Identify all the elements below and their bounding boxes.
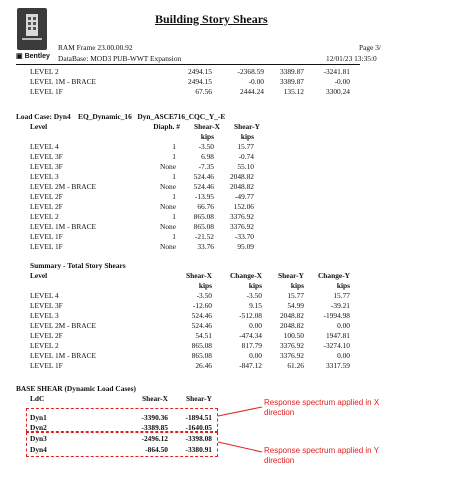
table-row-level: LEVEL 2F (30, 202, 63, 211)
table-row-diaph: 1 (172, 152, 176, 161)
page-number: Page 3/ (359, 43, 381, 52)
table-row-diaph: None (159, 242, 176, 251)
summary-row-level: LEVEL 1M - BRACE (30, 351, 97, 360)
table-row-diaph: None (159, 162, 176, 171)
table-row-shear-x: 6.98 (201, 152, 214, 161)
unit-label: kips (336, 281, 350, 290)
bentley-brand-text: Bentley (24, 53, 50, 60)
summary-row-shear-y: 61.26 (287, 361, 304, 370)
summary-row-change-y: 15.77 (333, 291, 350, 300)
column-header-ldc: LdC (30, 394, 45, 403)
base-row-shear-x: -3390.36 (141, 413, 168, 422)
base-row-ldc: Dyn3 (30, 434, 47, 443)
table-cell: -3241.81 (323, 67, 350, 76)
summary-row-level: LEVEL 2F (30, 331, 63, 340)
table-row-diaph: None (159, 202, 176, 211)
load-case-type: EQ_Dynamic_16 (78, 112, 132, 121)
summary-row-change-y: -3274.10 (323, 341, 350, 350)
summary-row-change-x: -3.50 (246, 291, 262, 300)
report-datetime: 12/01/23 13:35:0 (326, 54, 377, 63)
program-version: RAM Frame 23.00.00.92 (58, 43, 133, 52)
table-row-shear-y: -0.74 (238, 152, 254, 161)
summary-row-change-x: 817.79 (241, 341, 262, 350)
column-header-shear-x: Shear-X (193, 122, 220, 131)
table-cell: 67.56 (195, 87, 212, 96)
summary-row-level: LEVEL 2M - BRACE (30, 321, 97, 330)
table-row-shear-x: 524.46 (193, 182, 214, 191)
table-row-shear-y: 2048.82 (229, 172, 254, 181)
table-row-diaph: 1 (172, 172, 176, 181)
table-row-label: LEVEL 2 (30, 67, 59, 76)
load-case-label: Load Case: (16, 112, 52, 121)
summary-row-shear-x: 524.46 (191, 311, 212, 320)
table-row-level: LEVEL 2 (30, 212, 59, 221)
summary-row-shear-x: -12.60 (192, 301, 212, 310)
table-row-level: LEVEL 3F (30, 162, 63, 171)
table-cell: 135.12 (283, 87, 304, 96)
table-row-shear-y: 3376.92 (229, 212, 254, 221)
unit-label: kips (240, 132, 254, 141)
column-header-diaph: Diaph. # (153, 122, 180, 131)
table-row-shear-x: 865.08 (193, 212, 214, 221)
table-row-level: LEVEL 4 (30, 142, 59, 151)
database-name: DataBase: MOD3 PUB-WWT Expansion (58, 54, 182, 63)
table-cell: 3389.87 (279, 77, 304, 86)
summary-row-level: LEVEL 1F (30, 361, 63, 370)
table-row-level: LEVEL 3F (30, 152, 63, 161)
table-cell: 3389.87 (279, 67, 304, 76)
base-row-shear-y: -1640.05 (185, 423, 212, 432)
summary-row-shear-y: 54.99 (287, 301, 304, 310)
summary-row-shear-y: 3376.92 (279, 341, 304, 350)
load-case-name: Dyn4 (53, 112, 71, 121)
summary-row-shear-x: 865.08 (191, 341, 212, 350)
x-note-line-2: direction (264, 407, 295, 417)
table-cell: 2444.24 (239, 87, 264, 96)
y-leader-line (218, 442, 262, 452)
load-case-id: Dyn_ASCE716_CQC_Y_-E (137, 112, 226, 121)
table-row-diaph: 1 (172, 192, 176, 201)
y-note-line-2: direction (264, 455, 295, 465)
summary-row-level: LEVEL 2 (30, 341, 59, 350)
column-header-change-x: Change-X (229, 271, 262, 280)
table-row-level: LEVEL 2F (30, 192, 63, 201)
base-shear-title: BASE SHEAR (Dynamic Load Cases) (16, 384, 136, 393)
column-header-shear-y: Shear-Y (277, 271, 304, 280)
unit-label: kips (198, 281, 212, 290)
table-row-level: LEVEL 1F (30, 232, 63, 241)
y-note-line-1: Response spectrum applied in Y (264, 446, 380, 455)
summary-row-change-y: -1994.98 (323, 311, 350, 320)
column-header-shear-x: Shear-X (185, 271, 212, 280)
summary-row-level: LEVEL 3 (30, 311, 59, 320)
table-cell: 2494.15 (187, 77, 212, 86)
table-cell: -2368.59 (237, 67, 264, 76)
table-row-shear-x: -7.35 (198, 162, 214, 171)
base-row-shear-x: -3389.85 (141, 423, 168, 432)
table-row-level: LEVEL 2M - BRACE (30, 182, 97, 191)
x-leader-line (218, 407, 262, 416)
summary-row-level: LEVEL 3F (30, 301, 63, 310)
column-header-level: Level (30, 122, 48, 131)
summary-row-change-x: -512.08 (239, 311, 262, 320)
base-row-shear-y: -3380.91 (185, 445, 212, 454)
summary-row-change-x: -474.34 (239, 331, 262, 340)
column-header-shear-y: Shear-Y (185, 394, 212, 403)
table-cell: 3300.24 (325, 87, 350, 96)
table-row-level: LEVEL 3 (30, 172, 59, 181)
table-row-shear-y: 95.09 (237, 242, 254, 251)
summary-row-shear-y: 15.77 (287, 291, 304, 300)
unit-label: kips (200, 132, 214, 141)
table-row-shear-x: -21.52 (194, 232, 214, 241)
table-row-shear-y: 152.06 (233, 202, 254, 211)
column-header-shear-x: Shear-X (141, 394, 168, 403)
table-row-level: LEVEL 1F (30, 242, 63, 251)
table-row-level: LEVEL 1M - BRACE (30, 222, 97, 231)
base-row-shear-x: -2496.12 (141, 434, 168, 443)
bentley-mark-icon: ▣ (16, 53, 23, 60)
summary-row-change-y: 3317.59 (325, 361, 350, 370)
x-direction-note (264, 398, 379, 417)
table-row-shear-y: 3376.92 (229, 222, 254, 231)
table-row-diaph: None (159, 182, 176, 191)
base-row-ldc: Dyn4 (30, 445, 47, 454)
summary-row-change-y: 1947.81 (325, 331, 350, 340)
table-row-shear-y: -49.77 (234, 192, 254, 201)
table-cell: 2494.15 (187, 67, 212, 76)
summary-row-shear-x: 865.08 (191, 351, 212, 360)
summary-row-change-x: -847.12 (239, 361, 262, 370)
table-row-diaph: 1 (172, 142, 176, 151)
summary-row-shear-x: -3.50 (196, 291, 212, 300)
table-row-label: LEVEL 1M - BRACE (30, 77, 97, 86)
unit-label: kips (290, 281, 304, 290)
summary-title: Summary - Total Story Shears (30, 261, 126, 270)
table-row-label: LEVEL 1F (30, 87, 63, 96)
table-row-shear-x: 865.08 (193, 222, 214, 231)
table-row-shear-y: 55.10 (237, 162, 254, 171)
summary-row-level: LEVEL 4 (30, 291, 59, 300)
base-row-shear-y: -1894.51 (185, 413, 212, 422)
table-row-diaph: None (159, 222, 176, 231)
summary-row-change-y: 0.00 (337, 351, 350, 360)
summary-row-shear-y: 3376.92 (279, 351, 304, 360)
summary-row-change-x: 0.00 (249, 351, 262, 360)
table-cell: -0.00 (334, 77, 350, 86)
table-row-shear-x: 524.46 (193, 172, 214, 181)
base-row-ldc: Dyn1 (30, 413, 47, 422)
summary-row-shear-x: 54.51 (195, 331, 212, 340)
summary-row-shear-y: 2048.82 (279, 321, 304, 330)
table-row-shear-x: -3.50 (198, 142, 214, 151)
table-row-shear-x: 66.76 (197, 202, 214, 211)
table-row-shear-x: -13.95 (194, 192, 214, 201)
column-header-level: Level (30, 271, 48, 280)
table-row-diaph: 1 (172, 232, 176, 241)
summary-row-change-x: 0.00 (249, 321, 262, 330)
base-row-ldc: Dyn2 (30, 423, 47, 432)
column-header-change-y: Change-Y (317, 271, 350, 280)
x-note-line-1: Response spectrum applied in X (264, 398, 380, 407)
table-row-shear-x: 33.76 (197, 242, 214, 251)
report-title: Building Story Shears (155, 12, 268, 26)
summary-row-shear-y: 100.50 (283, 331, 304, 340)
summary-row-shear-y: 2048.82 (279, 311, 304, 320)
table-cell: -0.00 (248, 77, 264, 86)
summary-row-change-y: -39.21 (330, 301, 350, 310)
summary-row-change-x: 9.15 (249, 301, 262, 310)
base-row-shear-y: -3398.08 (185, 434, 212, 443)
y-direction-note (264, 446, 379, 465)
base-row-shear-x: -864.50 (145, 445, 168, 454)
unit-label: kips (248, 281, 262, 290)
summary-row-shear-x: 524.46 (191, 321, 212, 330)
summary-row-shear-x: 26.46 (195, 361, 212, 370)
table-row-diaph: 1 (172, 212, 176, 221)
summary-row-change-y: 0.00 (337, 321, 350, 330)
table-row-shear-y: 15.77 (237, 142, 254, 151)
table-row-shear-y: -33.70 (234, 232, 254, 241)
column-header-shear-y: Shear-Y (233, 122, 260, 131)
table-row-shear-y: 2048.82 (229, 182, 254, 191)
